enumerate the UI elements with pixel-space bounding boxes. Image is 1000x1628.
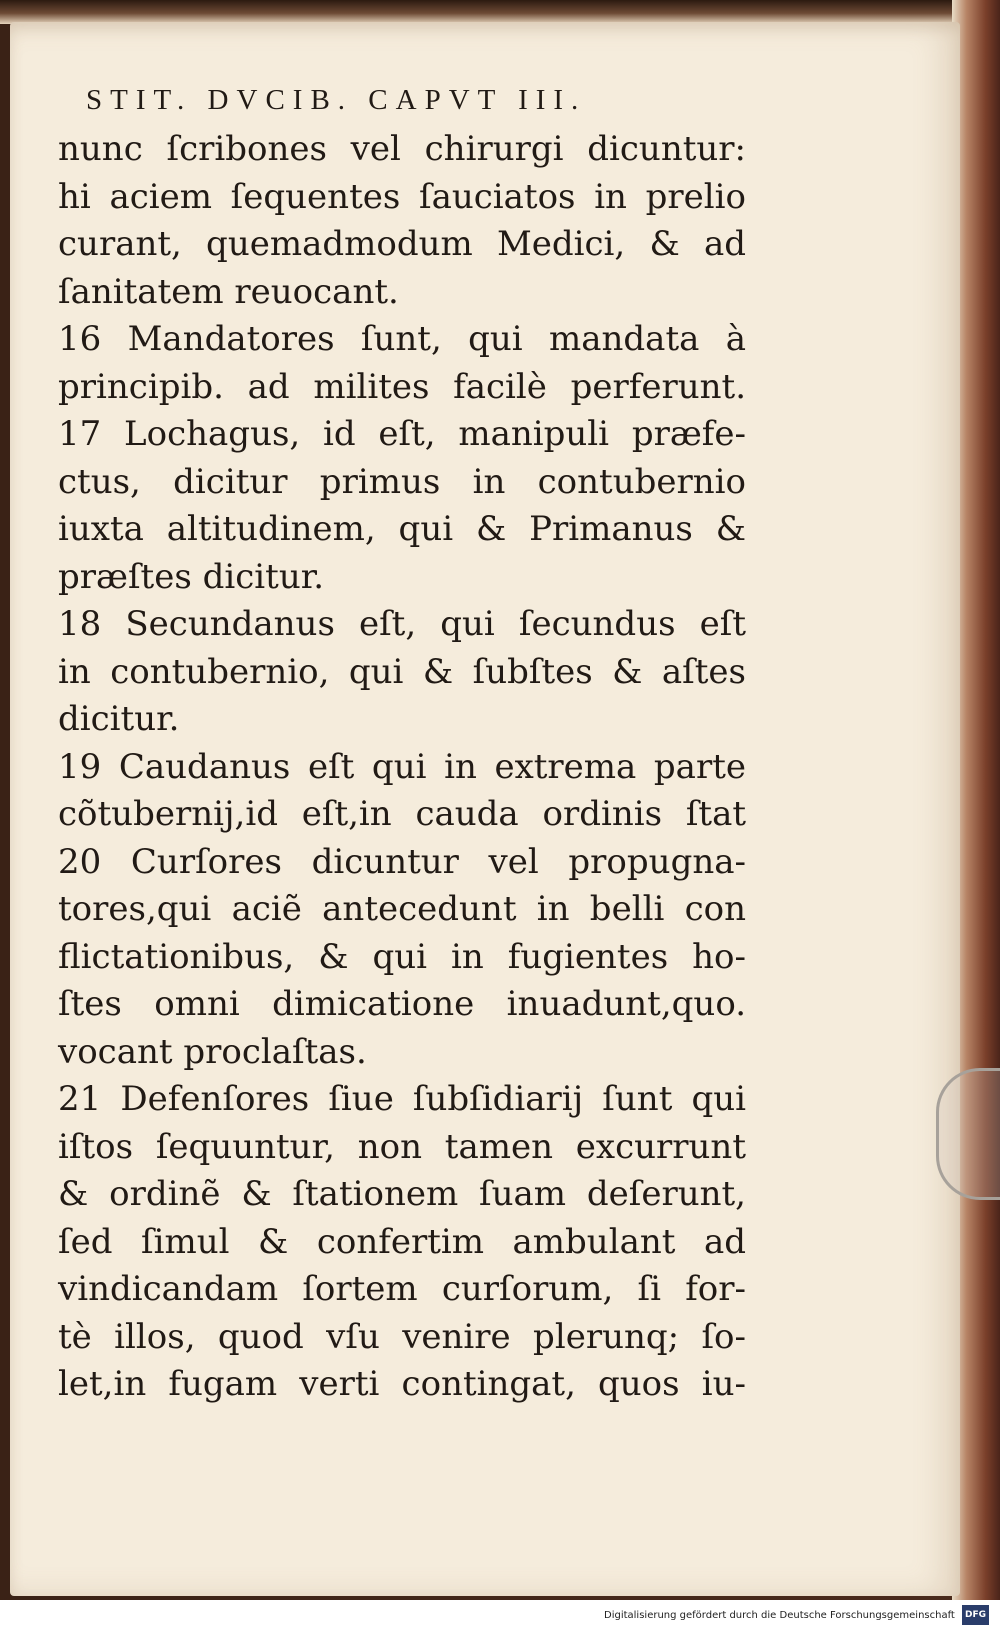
page-clip: [936, 1068, 1000, 1200]
book-top-edge: [0, 0, 1000, 24]
text-line: ſed ſimul & confertim ambulant ad: [58, 1221, 746, 1262]
text-line: 18 Secundanus eſt, qui ſecundus eſt: [58, 604, 746, 644]
text-line: 16 Mandatores ſunt, qui mandata à: [58, 319, 746, 359]
text-line: ſtes omni dimicatione inuadunt,quo.: [58, 984, 746, 1024]
text-line: ctus, dicitur primus in contubernio: [58, 461, 746, 502]
text-line: 17 Lochagus, id eſt, manipuli præfe-: [58, 414, 746, 454]
text-line: vocant proclaſtas.: [58, 1031, 367, 1072]
dfg-logo-badge: DFG: [962, 1605, 989, 1625]
text-line: & ordinẽ & ſtationem ſuam deſerunt,: [58, 1174, 746, 1214]
page-text-block: [58, 74, 746, 1409]
text-line: 19 Caudanus eſt qui in extrema parte: [58, 746, 746, 787]
text-line: principib. ad milites facilè perferunt.: [58, 366, 746, 407]
running-head: STIT. DVCIB. CAPVT III.: [86, 84, 587, 116]
text-line: hi aciem ſequentes ſauciatos in prelio: [58, 176, 746, 217]
text-line: ſanitatem reuocant.: [58, 271, 399, 312]
text-line: nunc ſcribones vel chirurgi dicuntur:: [58, 129, 746, 169]
text-line: flictationibus, & qui in fugientes ho-: [58, 936, 746, 977]
text-line: vindicandam ſortem curſorum, ſi for-: [58, 1269, 746, 1309]
text-line: tè illos, quod vſu venire plerunq; ſo-: [58, 1316, 746, 1357]
text-line: tores,qui aciẽ antecedunt in belli con: [58, 889, 746, 929]
body-lines: [58, 126, 746, 1409]
text-line: 20 Curſores dicuntur vel propugna-: [58, 841, 746, 882]
text-line: iuxta altitudinem, qui & Primanus &: [58, 509, 746, 549]
text-line: iſtos ſequuntur, non tamen excurrunt: [58, 1126, 746, 1167]
digitization-credit: [604, 1605, 989, 1625]
text-line: let,in fugam verti contingat, quos iu-: [58, 1364, 746, 1404]
text-line: in contubernio, qui & ſubſtes & aſtes: [58, 651, 746, 692]
text-line: curant, quemadmodum Medici, & ad: [58, 224, 746, 264]
credit-text: Digitalisierung gefördert durch die Deutsche Forschungsgemeinschaft: [604, 1610, 955, 1621]
text-line: dicitur.: [58, 699, 180, 739]
text-line: cõtubernij,id eſt,in cauda ordinis ſtat: [58, 794, 746, 834]
text-line: præſtes dicitur.: [58, 556, 325, 597]
text-line: 21 Defenſores ſiue ſubſidiarij ſunt qui: [58, 1079, 746, 1119]
